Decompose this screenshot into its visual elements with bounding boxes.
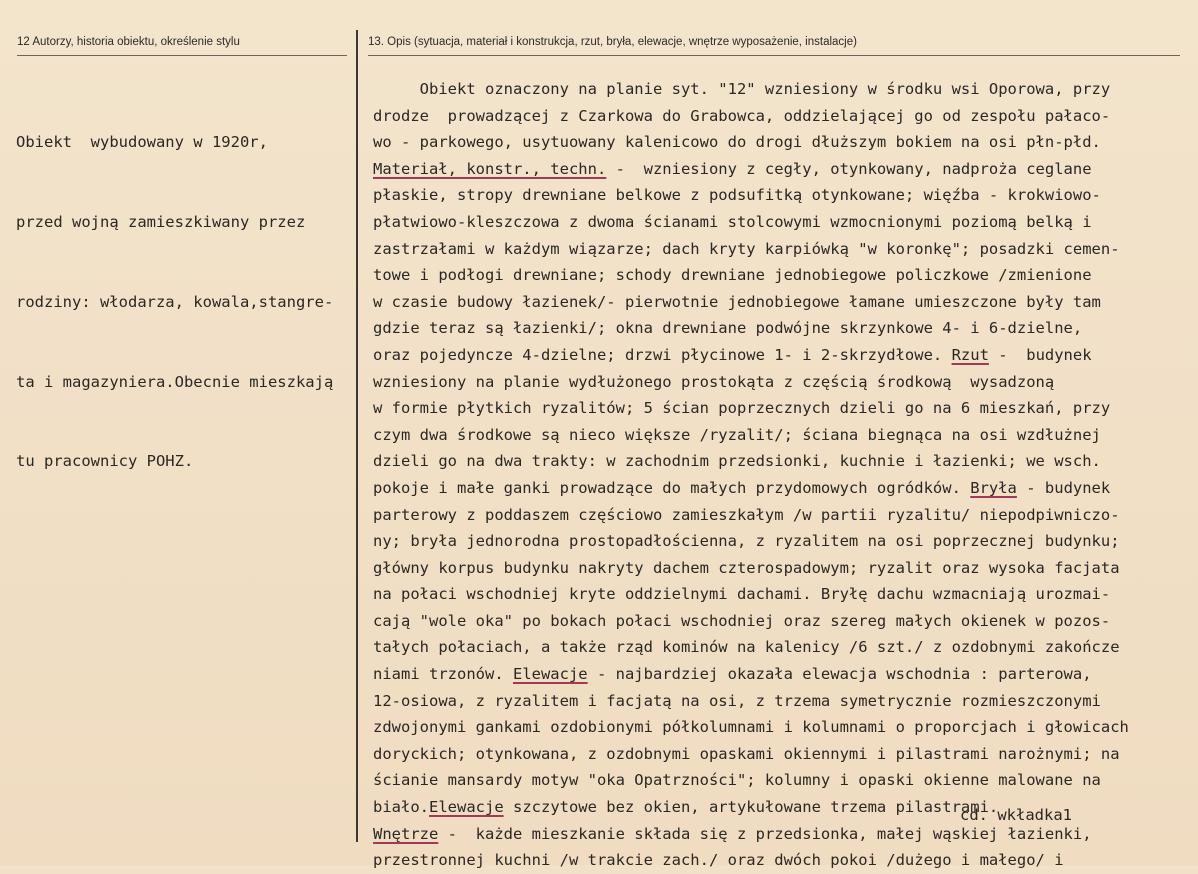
text-line: czym dwa środkowe są nieco większe /ryzalit/; ściana biegnąca na osi wzdłużnej	[373, 425, 1101, 444]
text-line: zastrzałami w każdym wiązarze; dach kryty karpiówką "w koronkę"; posadzki cemen-	[373, 239, 1120, 258]
text-line: Wnętrze - każde mieszkanie składa się z przedsionka, małej wąskiej łazienki,	[373, 824, 1092, 843]
text-line: cają "wole oka" po bokach połaci wschodniej oraz szereg małych okienek w pozos-	[373, 611, 1111, 630]
text-line: biało.Elewacje szczytowe bez okien, artykułowane trzema pilastrami.	[373, 798, 999, 817]
section-label: Materiał, konstr., techn.	[373, 159, 607, 178]
text-line: główny korpus budynku nakryty dachem czterospadowym; ryzalit oraz wysoka facjata	[373, 558, 1120, 577]
section-12-heading: 12 Autorzy, historia obiektu, określenie stylu	[17, 36, 240, 48]
section-label: Rzut	[951, 345, 989, 364]
history-text	[16, 76, 356, 528]
text-line: dzieli go na dwa trakty: w zachodnim przedsionki, kuchnie i łazienki; we wsch.	[373, 452, 1101, 471]
text-line: pokoje i małe ganki prowadzące do małych przydomowych ogródków. Bryła - budynek	[373, 478, 1111, 497]
text-line: towe i podłogi drewniane; schody drewniane jednobiegowe policzkowe /zmienione	[373, 266, 1092, 285]
section-label: Bryła	[970, 478, 1017, 497]
text-line: w czasie budowy łazienek/- pierwotnie jednobiegowe łamane umieszczone były tam	[373, 292, 1101, 311]
text-line: wzniesiony na planie wydłużonego prostokąta z częścią środkową wysadzoną	[373, 372, 1055, 391]
section-13-heading: 13. Opis (sytuacja, materiał i konstrukcja, rzut, bryła, elewacje, wnętrze wyposażenie, instalacje)	[368, 36, 857, 48]
text-line: drodze prowadzącej z Czarkowa do Grabowca, oddzielającej go od zespołu pałaco-	[373, 106, 1111, 125]
continuation-note: cd. wkładka1	[960, 806, 1072, 824]
text-line: doryckich; otynkowana, z ozdobnymi opaskami okiennymi i pilastrami narożnymi; na	[373, 744, 1120, 763]
section-label: Elewacje	[512, 665, 588, 684]
text-line: ścianie mansardy motyw "oka Opatrzności"; kolumny i opaski okienne malowane na	[373, 771, 1101, 790]
text-line: oraz pojedyncze 4-dzielne; drzwi płycinowe 1- i 2-skrzydłowe. Rzut - budynek	[373, 345, 1092, 364]
text-line: 12-osiowa, z ryzalitem i facjatą na osi, z trzema symetrycznie rozmieszczonymi	[373, 691, 1101, 710]
text-line: rodziny: włodarza, kowala,stangre-	[16, 292, 334, 311]
text-line: ny; bryła jednorodna prostopadłościenna, z ryzalitem na osi poprzecznej budynku;	[373, 532, 1120, 551]
description-text	[373, 76, 1198, 874]
text-line: Obiekt wybudowany w 1920r,	[16, 133, 268, 152]
text-line: płaskie, stropy drewniane belkowe z podsufitką otynkowane; więźba - krokwiowo-	[373, 186, 1101, 205]
text-line: przestronnej kuchni /w trakcie zach./ oraz dwóch pokoi /dużego i małego/ i	[373, 851, 1064, 870]
left-header-rule	[17, 55, 347, 56]
text-line: przed wojną zamieszkiwany przez	[16, 212, 306, 231]
column-divider	[356, 30, 358, 842]
text-line: w formie płytkich ryzalitów; 5 ścian poprzecznych dzieli go na 6 mieszkań, przy	[373, 399, 1111, 418]
section-label: Elewacje	[429, 798, 504, 817]
section-label: Wnętrze	[373, 824, 439, 843]
text-line: tałych połaciach, a także rząd kominów na kalenicy /6 szt./ z ozdobnymi zakończe	[373, 638, 1120, 657]
text-line: tu pracownicy POHZ.	[16, 452, 194, 471]
text-line: parterowy z poddaszem częściowo zamieszkałym /w partii ryzalitu/ niepodpiwniczo-	[373, 505, 1120, 524]
text-line: Materiał, konstr., techn. - wzniesiony z cegły, otynkowany, nadproża ceglane	[373, 159, 1092, 178]
text-line: ta i magazyniera.Obecnie mieszkają	[16, 372, 334, 391]
right-header-rule	[368, 55, 1180, 56]
text-line: na połaci wschodniej kryte oddzielnymi dachami. Bryłę dachu wzmacniają urozmai-	[373, 585, 1111, 604]
text-line: Obiekt oznaczony na planie syt. "12" wzniesiony w środku wsi Oporowa, przy	[373, 80, 1111, 98]
text-line: niami trzonów. Elewacje - najbardziej okazała elewacja wschodnia : parterowa,	[373, 665, 1092, 684]
text-line: wo - parkowego, usytuowany kalenicowo do drogi dłuższym bokiem na osi płn-płd.	[373, 133, 1101, 152]
text-line: płatwiowo-kleszczowa z dwoma ścianami stolcowymi wzmocnionymi poziomą belką i	[373, 212, 1092, 231]
text-line: zdwojonymi gankami ozdobionymi półkolumnami i kolumnami o proporcjach i głowicach	[373, 718, 1129, 737]
text-line: gdzie teraz są łazienki/; okna drewniane podwójne skrzynkowe 4- i 6-dzielne,	[373, 319, 1083, 338]
